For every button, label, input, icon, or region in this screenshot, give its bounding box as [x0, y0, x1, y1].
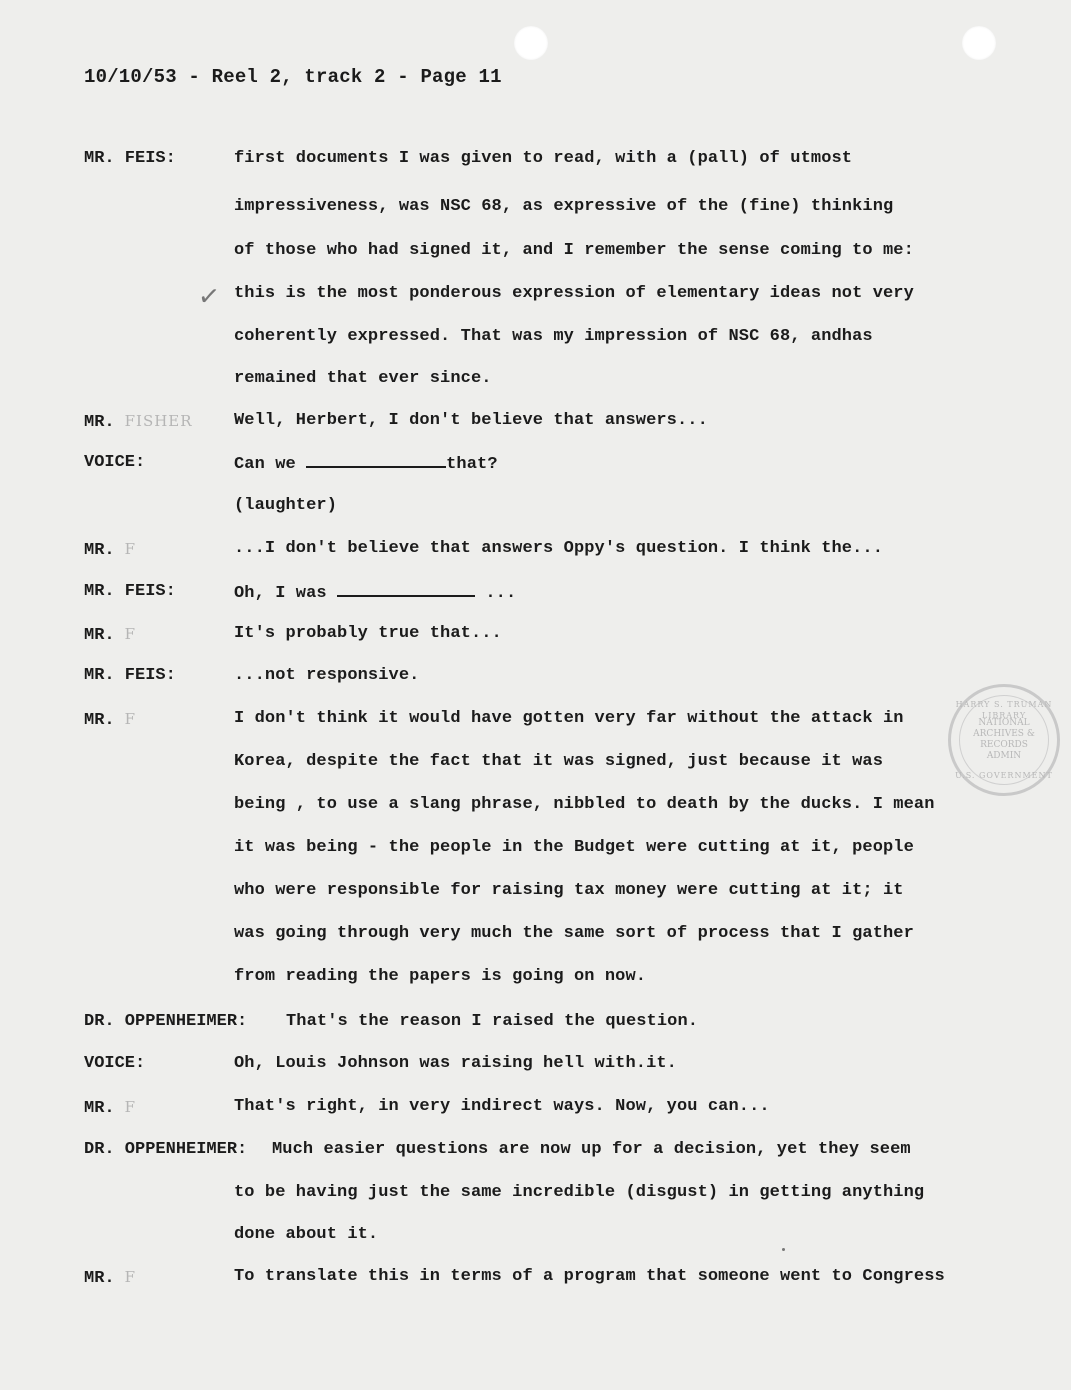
handwritten-speaker-note: F: [124, 1268, 137, 1286]
dialogue-line: Korea, despite the fact that it was signed, just because it was: [234, 752, 884, 771]
dialogue-line: [234, 577, 516, 607]
speaker-name: MR.: [84, 1269, 115, 1288]
dialogue-line: To translate this in terms of a program that someone went to Congress: [234, 1267, 945, 1286]
seal-text: RECORDS: [980, 740, 1028, 750]
speaker-label: DR. OPPENHEIMER:: [84, 1140, 248, 1159]
line-text: that?: [446, 455, 498, 474]
speaker-name: MR.: [84, 413, 115, 432]
speaker-label: [84, 1092, 136, 1122]
speaker-label: VOICE:: [84, 453, 146, 472]
handwritten-speaker-note: F: [124, 710, 137, 728]
dialogue-line: was going through very much the same sort of process that I gather: [234, 924, 914, 943]
seal-bottom-text: U.S. GOVERNMENT: [955, 771, 1053, 780]
dialogue-line: done about it.: [234, 1225, 379, 1244]
dialogue-line: That's right, in very indirect ways. Now, you can...: [234, 1097, 770, 1116]
line-text: Can we: [234, 455, 296, 474]
speaker-label: [84, 1262, 136, 1292]
handwritten-speaker-note: F: [124, 625, 137, 643]
dialogue-line: of those who had signed it, and I remember the sense coming to me:: [234, 241, 914, 260]
dialogue-line: first documents I was given to read, with a (pall) of utmost: [234, 149, 853, 168]
handwritten-checkmark-icon: ✓: [196, 280, 222, 314]
speaker-label: MR. FEIS:: [84, 582, 176, 601]
line-text: Oh, I was: [234, 584, 327, 603]
handwritten-speaker-note: FISHER: [124, 412, 193, 430]
dialogue-line: It's probably true that...: [234, 624, 502, 643]
dialogue-line: That's the reason I raised the question.: [286, 1012, 699, 1031]
speaker-label: MR. FEIS:: [84, 149, 176, 168]
line-text: ...: [485, 584, 517, 603]
speaker-label: [84, 704, 136, 734]
dialogue-line: it was being - the people in the Budget were cutting at it, people: [234, 838, 914, 857]
dialogue-line: Well, Herbert, I don't believe that answers...: [234, 411, 708, 430]
dialogue-line: (laughter): [234, 496, 338, 515]
paper-speck: [782, 1248, 785, 1251]
transcription-gap: [337, 577, 475, 597]
dialogue-line: I don't think it would have gotten very far without the attack in: [234, 709, 904, 728]
speaker-label: VOICE:: [84, 1054, 146, 1073]
dialogue-line: remained that ever since.: [234, 369, 492, 388]
handwritten-speaker-note: F: [124, 540, 137, 558]
transcription-gap: [306, 448, 446, 468]
dialogue-line: [234, 448, 498, 478]
speaker-label: [84, 534, 136, 564]
dialogue-line: to be having just the same incredible (disgust) in getting anything: [234, 1183, 925, 1202]
dialogue-line: coherently expressed. That was my impression of NSC 68, andhas: [234, 327, 873, 346]
punch-hole: [514, 26, 548, 60]
dialogue-line: this is the most ponderous expression of elementary ideas not very: [234, 284, 914, 303]
archive-seal-stamp: [948, 684, 1060, 796]
seal-text: ARCHIVES &: [973, 729, 1035, 739]
speaker-label: DR. OPPENHEIMER:: [84, 1012, 248, 1031]
speaker-name: MR.: [84, 1099, 115, 1118]
dialogue-line: from reading the papers is going on now.: [234, 967, 647, 986]
seal-text: NATIONAL: [978, 718, 1030, 728]
speaker-name: MR.: [84, 541, 115, 560]
handwritten-speaker-note: F: [124, 1098, 137, 1116]
dialogue-line: Oh, Louis Johnson was raising hell with.it.: [234, 1054, 677, 1073]
dialogue-line: impressiveness, was NSC 68, as expressive of the (fine) thinking: [234, 197, 894, 216]
speaker-name: MR.: [84, 711, 115, 730]
speaker-label: MR. FEIS:: [84, 666, 176, 685]
dialogue-line: Much easier questions are now up for a decision, yet they seem: [272, 1140, 911, 1159]
dialogue-line: ...I don't believe that answers Oppy's question. I think the...: [234, 539, 884, 558]
seal-text: ADMIN: [986, 751, 1022, 761]
dialogue-line: ...not responsive.: [234, 666, 420, 685]
dialogue-line: being , to use a slang phrase, nibbled to death by the ducks. I mean: [234, 795, 935, 814]
punch-hole: [962, 26, 996, 60]
speaker-label: [84, 619, 136, 649]
speaker-label: [84, 406, 193, 436]
page-header: 10/10/53 - Reel 2, track 2 - Page 11: [84, 66, 502, 88]
seal-top-text: HARRY S. TRUMAN LIBRARY: [955, 700, 1053, 720]
speaker-name: MR.: [84, 626, 115, 645]
dialogue-line: who were responsible for raising tax money were cutting at it; it: [234, 881, 904, 900]
